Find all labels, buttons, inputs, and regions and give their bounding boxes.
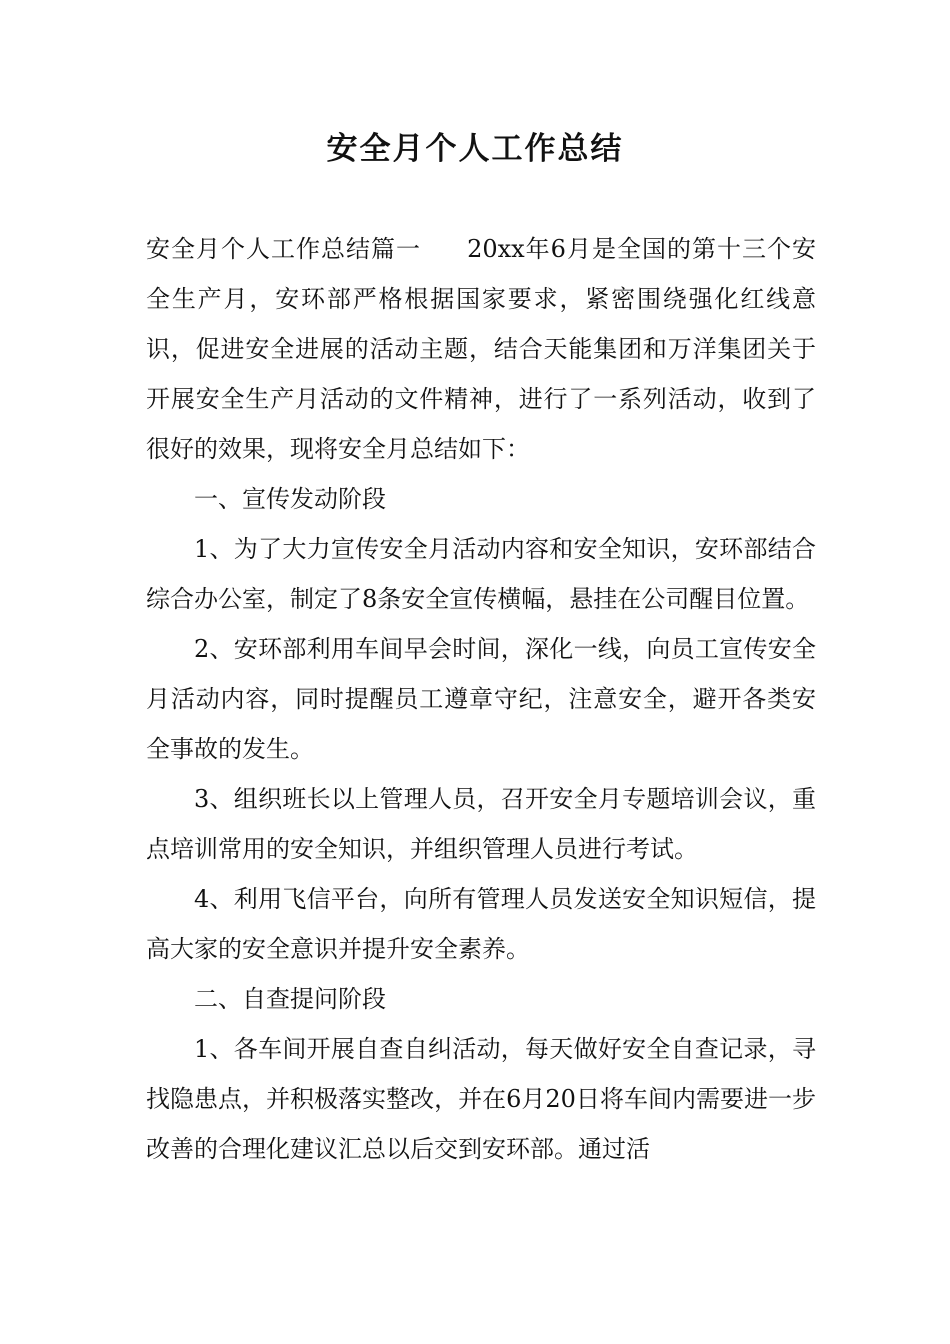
intro-label: 安全月个人工作总结篇一	[146, 235, 422, 263]
section1-heading: 一、宣传发动阶段	[194, 485, 386, 513]
section2-item-1: 1、各车间开展自查自纠活动，每天做好安全自查记录，寻找隐患点，并积极落实整改，并在6月20日将车间内需要进一步改善的合理化建议汇总以后交到安环部。通过活	[146, 1035, 816, 1163]
section2-heading: 二、自查提问阶段	[194, 985, 386, 1013]
document-body	[146, 224, 816, 1174]
section1-item-4: 4、利用飞信平台，向所有管理人员发送安全知识短信，提高大家的安全意识并提升安全素养。	[146, 885, 816, 963]
section1-item-3: 3、组织班长以上管理人员，召开安全月专题培训会议，重点培训常用的安全知识，并组织管理人员进行考试。	[146, 785, 816, 863]
intro-paragraph	[146, 224, 816, 474]
document-title: 安全月个人工作总结	[326, 131, 624, 167]
section1-item-1: 1、为了大力宣传安全月活动内容和安全知识，安环部结合综合办公室，制定了8条安全宣传横幅，悬挂在公司醒目位置。	[146, 535, 816, 613]
section1-item-2: 2、安环部利用车间早会时间，深化一线，向员工宣传安全月活动内容，同时提醒员工遵章守纪，注意安全，避开各类安全事故的发生。	[146, 635, 816, 763]
intro-text: 20xx年6月是全国的第十三个安全生产月，安环部严格根据国家要求，紧密围绕强化红线意识，促进安全进展的活动主题，结合天能集团和万洋集团关于开展安全生产月活动的文件精神，进行了一系列活动，收到了很好的效果，现将安全月总结如下：	[146, 235, 816, 463]
